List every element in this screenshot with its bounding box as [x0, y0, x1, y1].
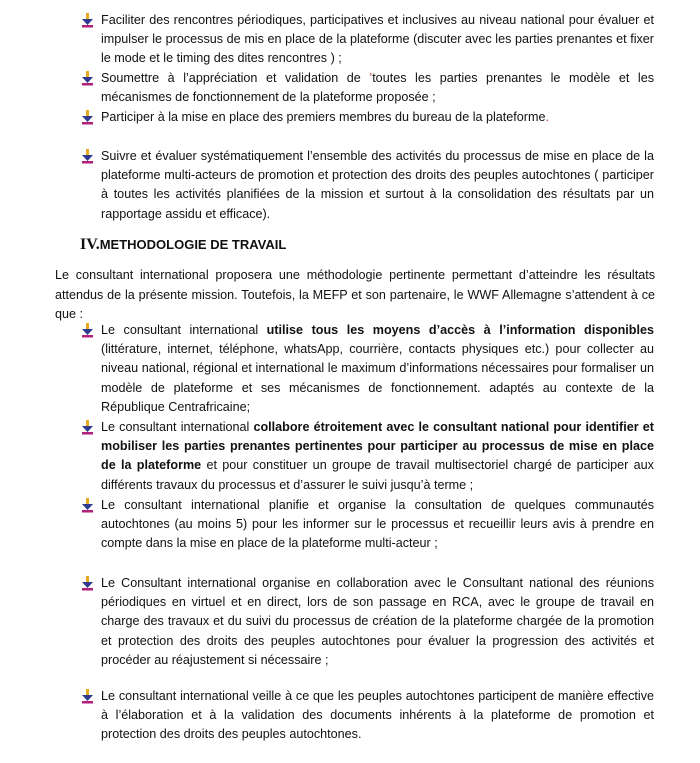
bullet-text: (littérature, internet, téléphone, whatsApp, courrière, contacts physiques etc.) pour collecter au niveau national, régional et international le maximum d’informations nécessaires pour formaliser un modèle de plateforme et ses mécanismes de fonctionnement. adaptés au contexte de la République Centrafricaine;	[101, 342, 654, 414]
section-title: METHODOLOGIE DE TRAVAIL	[99, 237, 287, 252]
red-period: .	[545, 110, 549, 124]
section-heading	[80, 236, 286, 254]
list-item	[80, 687, 654, 745]
arrow-down-bullet-icon	[80, 498, 95, 513]
list-item	[80, 418, 654, 495]
bullet-text: Le consultant international planifie et organise la consultation de quelques communautés autochtones (au moins 5) pour les informer sur le processus et recueillir leurs avis à prendre en compte dans la mise en place de la plateforme multi-acteur ;	[101, 498, 654, 551]
list-item	[80, 11, 654, 69]
stray-apostrophe: ’	[369, 71, 373, 85]
arrow-down-bullet-icon	[80, 110, 95, 125]
intro-paragraph: Le consultant international proposera une méthodologie pertinente permettant d’atteindre les résultats attendus de la présente mission. Toutefois, la MEFP et son partenaire, le WWF Allemagne s’attendent à ce que :	[55, 268, 655, 321]
arrow-down-bullet-icon	[80, 689, 95, 704]
list-item	[80, 496, 654, 554]
arrow-down-bullet-icon	[80, 576, 95, 591]
bullet-bold-text: utilise tous les moyens d’accès à l’information disponibles	[266, 323, 654, 337]
list-item	[80, 321, 654, 417]
arrow-down-bullet-icon	[80, 13, 95, 28]
bullet-text: Participer à la mise en place des premiers membres du bureau de la plateforme	[101, 110, 546, 124]
bullet-text: Le Consultant international organise en collaboration avec le Consultant national des réunions périodiques en virtuel et en direct, lors de son passage en RCA, avec le groupe de travail en charge des travaux et du suivi du processus de création de la plateforme chargée de la promotion et protection des droits des peuples autochtones pour évaluer la progression des activités et procéder au réajustement si nécessaire ;	[101, 576, 654, 667]
list-item	[80, 69, 654, 107]
list-item	[80, 108, 654, 127]
list-item	[80, 147, 654, 224]
section-number: IV.	[80, 236, 100, 253]
bullet-text: Le consultant international	[101, 323, 267, 337]
bullet-text: et pour constituer un groupe de travail multisectoriel chargé de participer aux différents travaux du processus et d’assurer le suivi jusqu’à terme ;	[101, 458, 654, 492]
bullet-text: Le consultant international	[101, 420, 254, 434]
arrow-down-bullet-icon	[80, 323, 95, 338]
arrow-down-bullet-icon	[80, 420, 95, 435]
bullet-text: Le consultant international veille à ce que les peuples autochtones participent de manière effective à l’élaboration et à la validation des documents inhérents à la plateforme de promotion et protection des droits des peuples autochtones.	[101, 689, 654, 742]
bullet-bold-text: collabore étroitement avec le consultant national pour identifier et mobiliser les parties prenantes pertinentes pour participer au processus de mise en place de la plateforme	[101, 420, 654, 473]
arrow-down-bullet-icon	[80, 71, 95, 86]
bullet-text: Faciliter des rencontres périodiques, participatives et inclusives au niveau national pour évaluer et impulser le processus de mis en place de la plateforme (discuter avec les parties prenantes et fixer le mode et le timing des dites rencontres ) ;	[101, 13, 654, 66]
bullet-text: Soumettre à l’appréciation et validation de	[101, 71, 370, 85]
list-item	[80, 574, 654, 670]
bullet-text: Suivre et évaluer systématiquement l’ensemble des activités du processus de mise en place de la plateforme multi-acteurs de promotion et protection des droits des peuples autochtones ( participer à toutes les activités planifiées de la mission et surtout à la consolidation des résultats par un rapportage assidu et efficace).	[101, 149, 654, 221]
arrow-down-bullet-icon	[80, 149, 95, 164]
bullet-text: toutes les parties prenantes le modèle et les mécanismes de fonctionnement de la plateforme proposée ;	[101, 71, 655, 105]
